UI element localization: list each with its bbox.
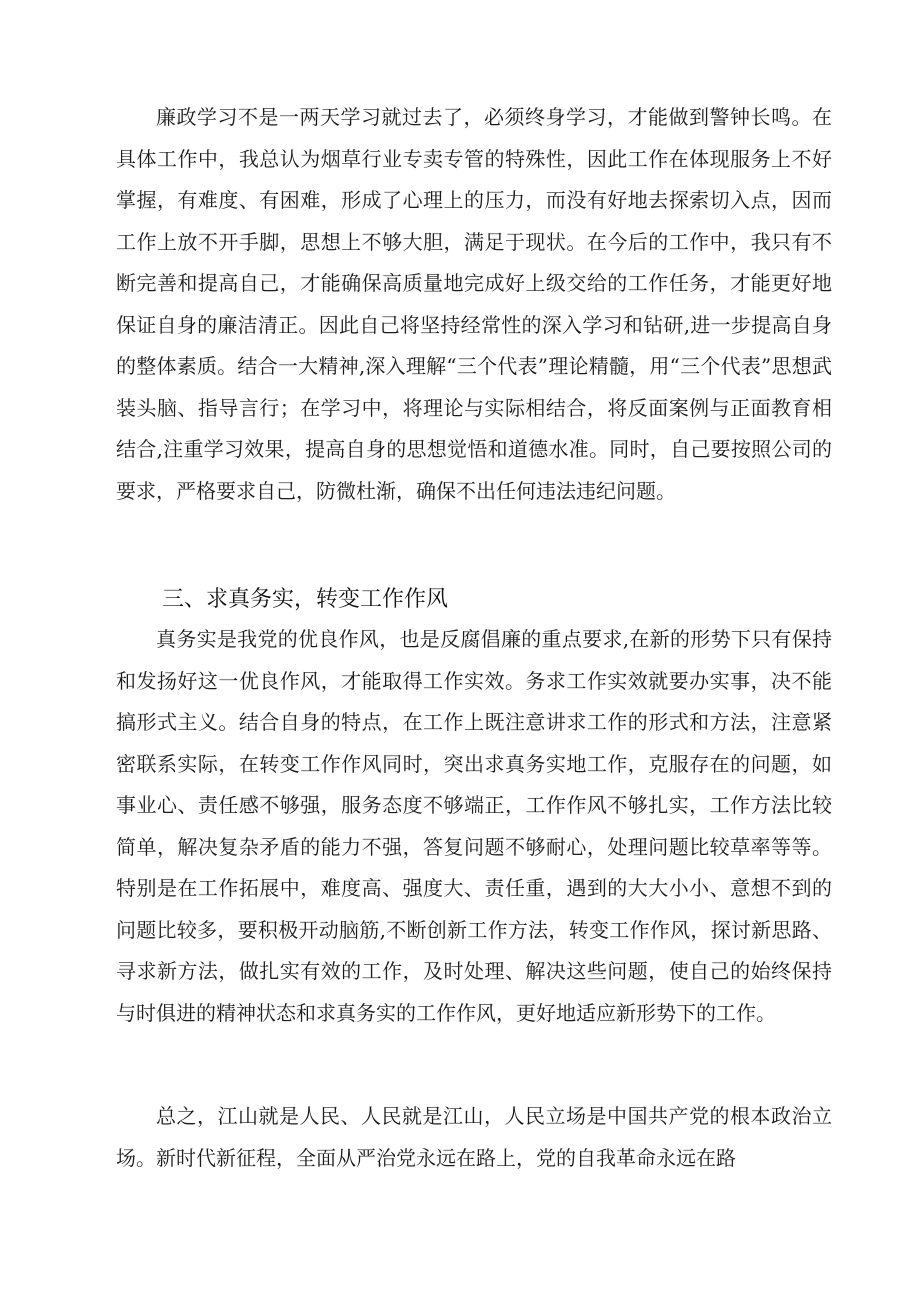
paragraph-seek-truth: 真务实是我党的优良作风，也是反腐倡廉的重点要求,在新的形势下只有保持和发扬好这一优良作风，才能取得工作实效。务求工作实效就要办实事，决不能搞形式主义。结合自身的特点，在工作上既注意讲求工作的形式和方法，注意紧密联系实际，在转变工作作风同时，突出求真务实地工作，克服存在的问题，如事业心、责任感不够强，服务态度不够端正，工作作风不够扎实，工作方法比较简单，解决复杂矛盾的能力不强，答复问题不够耐心，处理问题比较草率等等。特别是在工作拓展中，难度高、强度大、责任重，遇到的大大小小、意想不到的问题比较多，要积极开动脑筋,不断创新工作方法，转变工作作风，探讨新思路、寻求新方法，做扎实有效的工作，及时处理、解决这些问题，使自己的始终保持与时俱进的精神状态和求真务实的工作作风，更好地适应新形势下的工作。 xyxy=(116,627,832,1025)
section-heading: 三、求真务实，转变工作作风 xyxy=(162,587,449,612)
paragraph-study-integrity: 廉政学习不是一两天学习就过去了，必须终身学习，才能做到警钟长鸣。在具体工作中，我总认为烟草行业专卖专管的特殊性，因此工作在体现服务上不好掌握，有难度、有困难，形成了心理上的压力，而没有好地去探索切入点，因而工作上放不开手脚，思想上不够大胆，满足于现状。在今后的工作中，我只有不断完善和提高自己，才能确保高质量地完成好上级交给的工作任务，才能更好地保证自身的廉洁清正。因此自己将坚持经常性的深入学习和钻研,进一步提高自身的整体素质。结合一大精神,深入理解“三个代表”理论精髓，用“三个代表”思想武装头脑、指导言行；在学习中，将理论与实际相结合，将反面案例与正面教育相结合,注重学习效果，提高自身的思想觉悟和道德水准。同时，自己要按照公司的要求，严格要求自己，防微杜渐，确保不出任何违法违纪问题。 xyxy=(116,105,832,503)
paragraph-conclusion: 总之，江山就是人民、人民就是江山，人民立场是中国共产党的根本政治立场。新时代新征程，全面从严治党永远在路上，党的自我革命永远在路 xyxy=(116,1104,832,1170)
